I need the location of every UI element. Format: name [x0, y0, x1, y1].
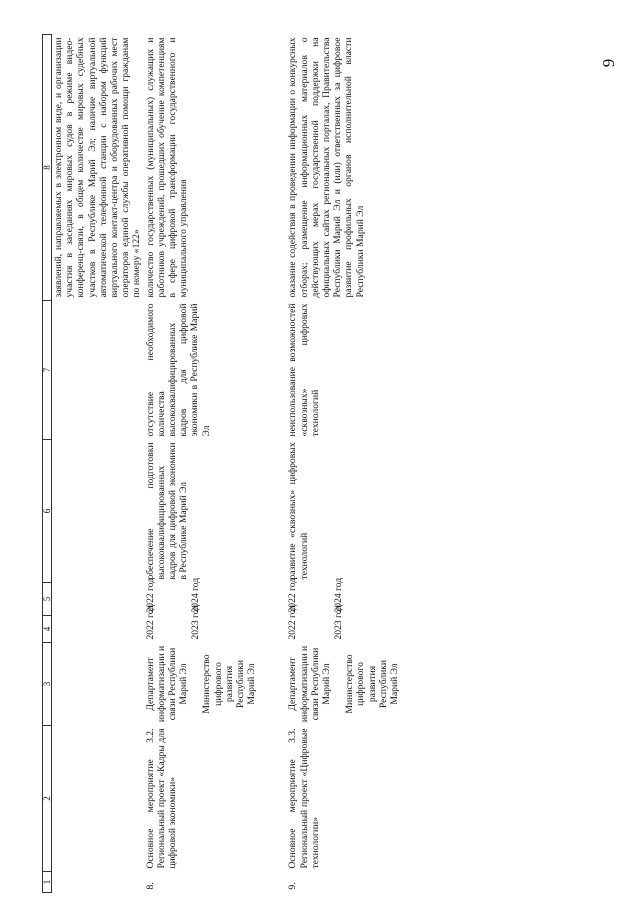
end-year: 2022 год 2024 год [287, 577, 344, 613]
executor: Министерство цифрового развития Республики Марий Эл [201, 654, 258, 714]
expected-result: обеспечение подготовки высококвалифицированных кадров для цифровой экономики в Республике Марий Эл [144, 442, 190, 580]
executor: Министерство цифрового развития Республики Марий Эл [344, 654, 401, 714]
start-year: 2022 год 2023 год [144, 604, 201, 640]
executors [144, 643, 259, 726]
rotated-table-sheet [42, 37, 582, 893]
continuation-row [52, 35, 144, 893]
indicator: оказание содействия в проведении информации о конкурсных отборах; размещение информационных материалов о действующих мерах государственной поддержки на официальных сайтах региональных порталах, Правительства Республики Марий Эл и (или) ответственных за цифровое развитие профильных органов исполнительной власти Республики Марий Эл [287, 37, 366, 298]
row-number: 8. [144, 882, 156, 890]
measure-name: Основное мероприятие 3.3. Региональный проект «Цифровые технологии» [287, 728, 321, 869]
col-number-4: 4 [43, 616, 52, 643]
risk-description: отсутствие необходимого количества высококвалифицированных кадров для цифровой экономики в Республике Марий Эл [144, 303, 212, 437]
table-row [144, 35, 259, 893]
col-number-3: 3 [43, 643, 52, 726]
col-number-2: 2 [43, 726, 52, 872]
col-number-7: 7 [43, 301, 52, 440]
col-number-5: 5 [43, 583, 52, 616]
indicator: количество государственных (муниципальных) служащих и работников учреждений, прошедших обучение компетенциям в сфере цифровой трансформации государственного и муниципального управления [144, 37, 190, 298]
start-year: 2022 год 2023 год [287, 604, 344, 640]
col-number-1: 1 [43, 872, 52, 893]
page-number: 9 [599, 58, 618, 68]
row-number: 9. [287, 882, 299, 890]
executors [286, 643, 401, 726]
measures-table [42, 34, 401, 893]
col-number-8: 8 [43, 35, 52, 301]
executor: Департамент информатизации и связи Республики Марий Эл [144, 645, 190, 723]
col-number-6: 6 [43, 440, 52, 583]
measure-name: Основное мероприятие 3.2. Региональный проект «Кадры для цифровой экономики» [144, 728, 179, 869]
risk-description: неиспользование возможностей «сквозных» цифровых технологий [287, 303, 321, 437]
table-row [286, 35, 401, 893]
executor: Департамент информатизации и связи Республики Марий Эл [287, 645, 333, 723]
expected-result: развитие «сквозных» цифровых технологий [287, 442, 310, 580]
continuation-indicator: заявлений, направляемых в электронном виде, и организации участия в заседаниях мировых судов в режиме видео-конференц-связи, в общем количестве мировых судебных участков в Республике Марий Эл; наличие виртуальной автоматической телефонной станции с набором функций виртуального контакт-центра и оборудованных рабочих мест операторов единой службы оперативной помощи гражданам по номеру «122» [53, 37, 143, 298]
column-number-row [43, 35, 52, 893]
end-year: 2022 год 2024 год [144, 577, 201, 613]
